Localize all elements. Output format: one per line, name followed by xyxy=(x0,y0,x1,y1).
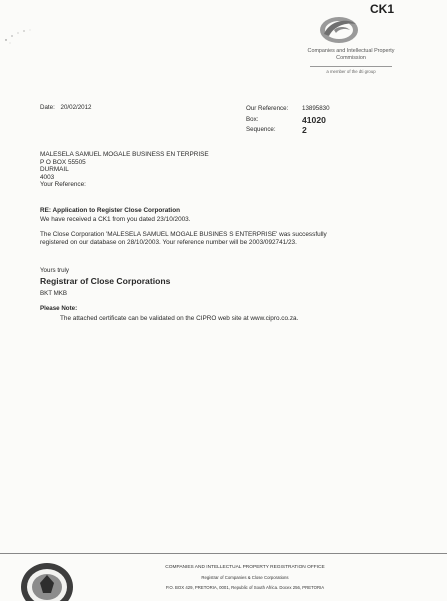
letter-paragraph-registration-line-1: The Close Corporation 'MALESELA SAMUEL MOGALE BUSINES S ENTERPRISE' was successfully xyxy=(40,231,327,238)
reference-labels xyxy=(246,104,288,136)
our-reference-label: Our Reference: xyxy=(246,105,289,112)
organisation-name: Companies and Intellectual Property Commission xyxy=(307,48,395,61)
note-text: The attached certificate can be validated on the CIPRO web site at www.cipro.co.za. xyxy=(60,315,299,322)
document-code: CK1 xyxy=(370,2,395,16)
reference-values xyxy=(302,104,330,136)
letter-paragraph-receipt: We have received a CK1 from you dated 23/10/2003. xyxy=(40,216,191,223)
box-label: Box: xyxy=(246,115,259,123)
letter-date xyxy=(40,104,92,111)
coat-of-arms-seal-icon xyxy=(18,561,76,601)
footer-registrar: Registrar of Companies & Close Corporations xyxy=(201,575,289,580)
footer-divider xyxy=(0,553,447,554)
scan-speck-marks xyxy=(2,22,42,52)
footer-address: P.O. BOX 429, PRETORIA, 0001, Republic of South Africa. Docex 256, PRETORIA xyxy=(165,585,325,590)
addressee-block xyxy=(40,151,209,189)
signatory-initials: BKT MKB xyxy=(40,290,68,297)
note-label: Please Note: xyxy=(40,305,78,312)
date-label: Date: xyxy=(40,104,55,111)
box-value: 41020 xyxy=(302,114,326,125)
signatory-title: Registrar of Close Corporations xyxy=(40,276,171,286)
organisation-tagline: a member of the dti group xyxy=(326,69,376,74)
header-divider xyxy=(310,66,392,67)
sequence-value: 2 xyxy=(302,125,307,135)
our-reference-value: 13895830 xyxy=(302,105,330,112)
sequence-label: Sequence: xyxy=(246,126,276,133)
footer-office-name: COMPANIES AND INTELLECTUAL PROPERTY REGISTRATION OFFICE xyxy=(165,565,325,570)
letter-paragraph-registration-line-2: registered on our database on 28/10/2003. Your reference number will be 2003/092741/23. xyxy=(40,239,297,246)
letter-subject: RE: Application to Register Close Corporation xyxy=(40,207,181,214)
addressee-po-box: P O BOX 55505 xyxy=(40,158,86,166)
addressee-name: MALESELA SAMUEL MOGALE BUSINESS EN TERPRISE xyxy=(40,151,209,158)
letter-closing: Yours truly xyxy=(40,267,70,274)
date-value: 20/02/2012 xyxy=(60,104,92,111)
addressee-town: DURMAIL xyxy=(40,166,69,174)
your-reference-label: Your Reference: xyxy=(40,181,86,189)
addressee-postal-code: 4003 xyxy=(40,173,55,181)
cipc-logo-icon xyxy=(316,14,362,46)
